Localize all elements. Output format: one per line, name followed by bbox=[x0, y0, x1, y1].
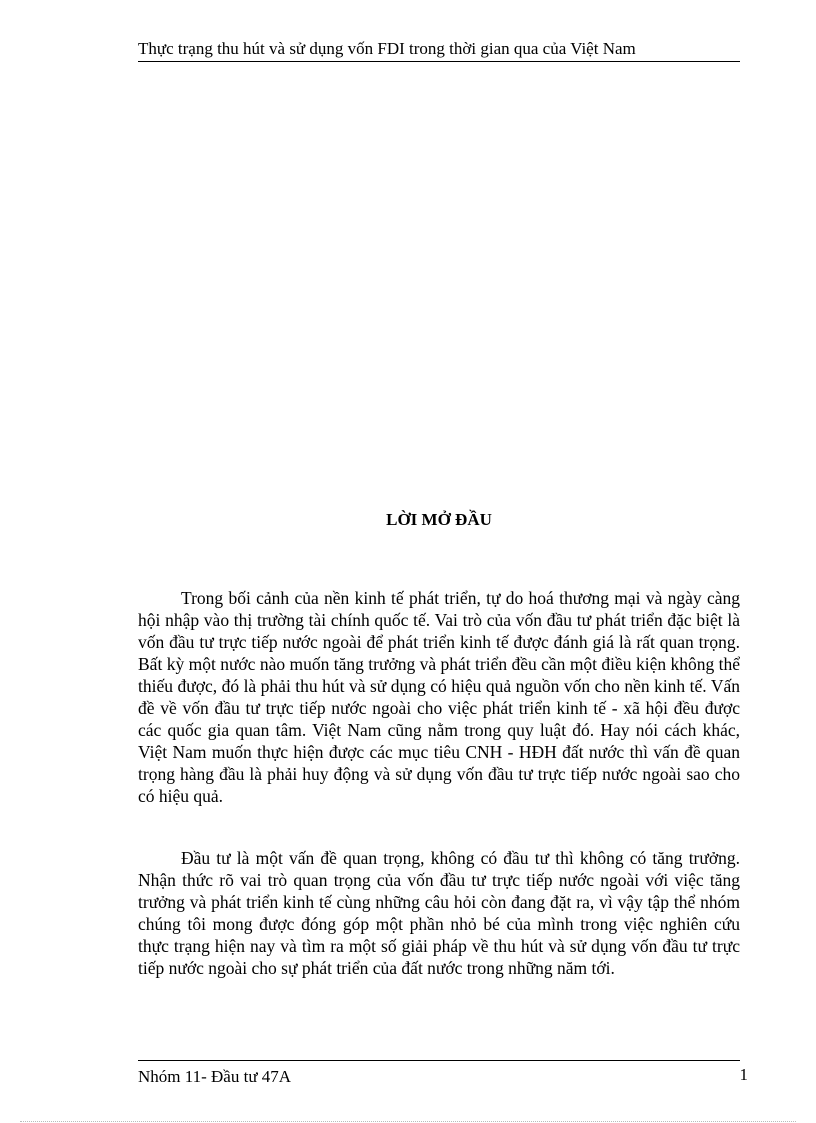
paragraph: Trong bối cảnh của nền kinh tế phát triển, tự do hoá thương mại và ngày càng hội nhập vào thị trường tài chính quốc tế. Vai trò của vốn đầu tư phát triển đặc biệt là vốn đầu tư trực tiếp nước ngoài để phát triển kinh tế được đánh giá là rất quan trọng. Bất kỳ một nước nào muốn tăng trưởng và phát triển đều cần một điều kiện không thể thiếu được, đó là phải thu hút và sử dụng có hiệu quả nguồn vốn cho nền kinh tế. Vấn đề về vốn đầu tư trực tiếp nước ngoài cho việc phát triển kinh tế - xã hội đều được các quốc gia quan tâm. Việt Nam cũng nằm trong quy luật đó. Hay nói cách khác, Việt Nam muốn thực hiện được các mục tiêu CNH - HĐH đất nước thì vấn đề quan trọng hàng đầu là phải huy động và sử dụng vốn đầu tư trực tiếp nước ngoài sao cho có hiệu quả. bbox=[138, 588, 740, 806]
page-edge-divider bbox=[20, 1121, 796, 1122]
page-number: 1 bbox=[739, 1065, 748, 1084]
footer-divider bbox=[138, 1060, 740, 1061]
header-divider bbox=[138, 61, 740, 62]
section-title: LỜI MỞ ĐẦU bbox=[386, 510, 492, 529]
running-header: Thực trạng thu hút và sử dụng vốn FDI trong thời gian qua của Việt Nam bbox=[138, 39, 636, 58]
paragraph: Đầu tư là một vấn đề quan trọng, không có đầu tư thì không có tăng trưởng. Nhận thức rõ vai trò quan trọng của vốn đầu tư trực tiếp nước ngoài với việc tăng trưởng và phát triển kinh tế cùng những câu hỏi còn đang đặt ra, vì vậy tập thể nhóm chúng tôi mong được đóng góp một phần nhỏ bé của mình trong việc nghiên cứu thực trạng hiện nay và tìm ra một số giải pháp về thu hút và sử dụng vốn đầu tư trực tiếp nước ngoài cho sự phát triển của đất nước trong những năm tới. bbox=[138, 848, 740, 978]
footer-group-label: Nhóm 11- Đầu tư 47A bbox=[138, 1067, 292, 1086]
